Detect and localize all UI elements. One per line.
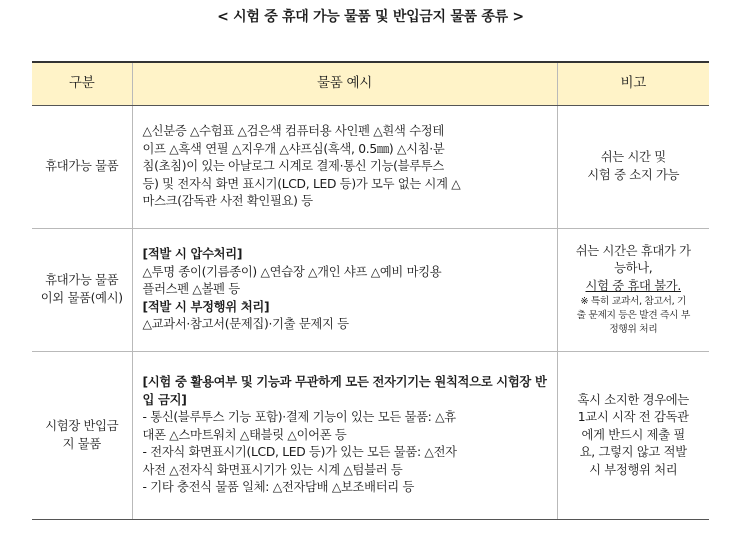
- note-line: 시험 중 소지 가능: [587, 168, 680, 182]
- note-line: 시 부정행위 처리: [589, 462, 678, 477]
- example-line: - 전자식 화면표시기(LCD, LED 등)가 있는 모든 물품: △전자: [142, 445, 457, 460]
- section-heading: [적발 시 부정행위 처리]: [142, 299, 270, 314]
- note-line: 1교시 시작 전 감독관: [577, 410, 689, 425]
- note-line: 쉬는 시간은 휴대가 가: [575, 243, 691, 258]
- note-line-underlined: 시험 중 휴대 불가.: [585, 278, 681, 293]
- table-row: [32, 106, 709, 229]
- note-line: 혹시 소지한 경우에는: [577, 392, 689, 407]
- note-footnote: ※ 특히 교과서, 참고서, 기: [580, 296, 687, 308]
- table-header-row: [32, 62, 709, 106]
- column-header-note: 비고: [557, 62, 709, 106]
- example-line: 이프 △흑색 연필 △지우개 △샤프심(흑색, 0.5㎜) △시침·분: [142, 141, 445, 156]
- example-line: - 통신(블루투스 기능 포함)·결제 기능이 있는 모든 물품: △휴: [142, 410, 456, 425]
- note-cell: [557, 106, 709, 229]
- example-line: △투명 종이(기름종이) △연습장 △개인 샤프 △예비 마킹용: [142, 264, 442, 279]
- note-line: 능하나,: [614, 261, 653, 276]
- note-line: 요, 그렇지 않고 적발: [579, 445, 687, 460]
- section-heading: [적발 시 압수처리]: [142, 247, 243, 262]
- example-line: 침(초침)이 있는 아날로그 시계로 결제·통신 기능(블루투스: [142, 159, 444, 174]
- examples-cell: [132, 229, 557, 352]
- example-line: 사전 △전자식 화면표시기가 있는 시계 △텀블러 등: [142, 462, 403, 477]
- note-cell: [557, 352, 709, 520]
- note-cell: [557, 229, 709, 352]
- column-header-examples: 물품 예시: [132, 62, 557, 106]
- items-table: [32, 61, 709, 520]
- note-footnote: 출 문제지 등은 발견 즉시 부: [576, 310, 690, 322]
- example-line: 마스크(감독관 사전 확인필요) 등: [142, 194, 313, 209]
- note-footnote: 정행위 처리: [609, 324, 658, 336]
- examples-cell: [132, 352, 557, 520]
- example-line: 등) 및 전자식 화면 표시기(LCD, LED 등)가 모두 없는 시계 △: [142, 176, 461, 191]
- note-line: 에게 반드시 제출 필: [581, 427, 685, 442]
- example-line: - 기타 충전식 물품 일체: △전자담배 △보조배터리 등: [142, 480, 415, 495]
- category-cell: 휴대가능 물품 이외 물품(예시): [32, 229, 132, 352]
- category-cell: 휴대가능 물품: [32, 106, 132, 229]
- table-row: [32, 352, 709, 520]
- table-row: [32, 229, 709, 352]
- column-header-category: 구분: [32, 62, 132, 106]
- example-line: 대폰 △스마트워치 △태블릿 △이어폰 등: [142, 427, 347, 442]
- note-line: 쉬는 시간 및: [600, 150, 666, 165]
- example-line: △신분증 △수험표 △검은색 컴퓨터용 사인펜 △흰색 수정테: [142, 124, 444, 139]
- category-cell: 시험장 반입금지 물품: [32, 352, 132, 520]
- section-heading: [시험 중 활용여부 및 기능과 무관하게 모든 전자기기는 원칙적으로 시험장 반입 금지]: [142, 374, 547, 407]
- examples-cell: [132, 106, 557, 229]
- page-title: < 시험 중 휴대 가능 물품 및 반입금지 물품 종류 >: [217, 9, 524, 25]
- example-line: 플러스펜 △볼펜 등: [142, 282, 240, 297]
- example-line: △교과서·참고서(문제집)·기출 문제지 등: [142, 317, 349, 332]
